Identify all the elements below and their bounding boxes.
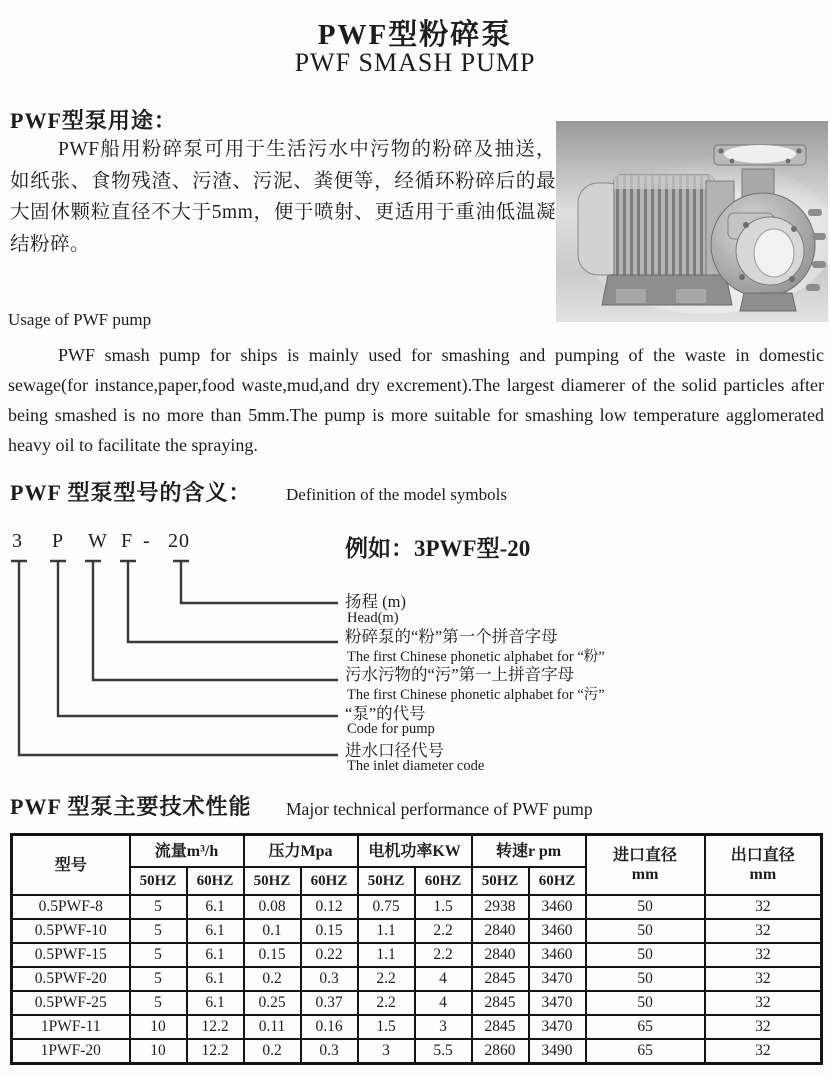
value-cell: 5 bbox=[130, 895, 187, 919]
value-cell: 5.5 bbox=[415, 1039, 472, 1064]
performance-table bbox=[10, 833, 823, 1065]
pump-photo-illustration bbox=[556, 121, 828, 322]
header-cell-hz: 50HZ bbox=[130, 867, 187, 895]
value-cell: 6.1 bbox=[187, 991, 244, 1015]
header-cell-inlet bbox=[586, 835, 705, 896]
value-cell: 1.5 bbox=[358, 1015, 415, 1039]
value-cell: 32 bbox=[705, 943, 822, 967]
value-cell: 50 bbox=[586, 919, 705, 943]
value-cell: 65 bbox=[586, 1039, 705, 1064]
value-cell: 1.1 bbox=[358, 919, 415, 943]
value-cell: 2938 bbox=[472, 895, 529, 919]
model-label-zh: “泵”的代号 bbox=[345, 704, 426, 723]
header-cell-hz: 60HZ bbox=[415, 867, 472, 895]
model-label-en: The first Chinese phonetic alphabet for “粉” bbox=[347, 649, 605, 665]
value-cell: 6.1 bbox=[187, 895, 244, 919]
header-cell-hz: 50HZ bbox=[358, 867, 415, 895]
value-cell: 0.08 bbox=[244, 895, 301, 919]
value-cell: 5 bbox=[130, 943, 187, 967]
value-cell: 32 bbox=[705, 1015, 822, 1039]
model-diagram bbox=[0, 528, 830, 780]
usage-heading-zh: PWF型泵用途： bbox=[10, 108, 177, 133]
table-row bbox=[12, 1015, 822, 1039]
model-cell: 0.5PWF-25 bbox=[12, 991, 130, 1015]
header-cell-hz: 60HZ bbox=[529, 867, 586, 895]
value-cell: 2860 bbox=[472, 1039, 529, 1064]
value-cell: 6.1 bbox=[187, 967, 244, 991]
model-symbols-heading-zh: PWF 型泵型号的含义： bbox=[10, 480, 252, 505]
model-label-zh: 粉碎泵的“粉”第一个拼音字母 bbox=[345, 627, 558, 646]
value-cell: 0.16 bbox=[301, 1015, 358, 1039]
header-cell-hz: 60HZ bbox=[301, 867, 358, 895]
value-cell: 0.15 bbox=[244, 943, 301, 967]
model-symbols-heading-en: Definition of the model symbols bbox=[286, 485, 507, 504]
header-cell-outlet bbox=[705, 835, 822, 896]
value-cell: 0.1 bbox=[244, 919, 301, 943]
model-code-char: 20 bbox=[168, 530, 190, 552]
model-label-en: Head(m) bbox=[347, 610, 399, 626]
performance-heading-zh: PWF 型泵主要技术性能 bbox=[10, 794, 252, 819]
value-cell: 0.3 bbox=[301, 1039, 358, 1064]
value-cell: 3460 bbox=[529, 895, 586, 919]
model-cell: 0.5PWF-20 bbox=[12, 967, 130, 991]
value-cell: 0.3 bbox=[301, 967, 358, 991]
model-code-char: P bbox=[52, 530, 65, 552]
header-cell-group: 转速r pm bbox=[472, 835, 586, 868]
table-row bbox=[12, 895, 822, 919]
value-cell: 2.2 bbox=[358, 991, 415, 1015]
model-example: 例如：3PWF型-20 bbox=[345, 536, 531, 561]
performance-heading-en: Major technical performance of PWF pump bbox=[286, 799, 593, 819]
value-cell: 32 bbox=[705, 895, 822, 919]
model-code-char: W bbox=[88, 530, 108, 552]
value-cell: 12.2 bbox=[187, 1015, 244, 1039]
value-cell: 3470 bbox=[529, 991, 586, 1015]
value-cell: 3470 bbox=[529, 967, 586, 991]
value-cell: 2845 bbox=[472, 1015, 529, 1039]
header-cell-hz: 50HZ bbox=[472, 867, 529, 895]
value-cell: 3 bbox=[415, 1015, 472, 1039]
value-cell: 6.1 bbox=[187, 943, 244, 967]
header-cell-model: 型号 bbox=[12, 835, 130, 896]
header-unit: mm bbox=[631, 866, 659, 883]
value-cell: 50 bbox=[586, 895, 705, 919]
value-cell: 0.22 bbox=[301, 943, 358, 967]
value-cell: 3 bbox=[358, 1039, 415, 1064]
value-cell: 4 bbox=[415, 991, 472, 1015]
value-cell: 0.25 bbox=[244, 991, 301, 1015]
table-row bbox=[12, 991, 822, 1015]
model-label-en: Code for pump bbox=[347, 721, 435, 737]
value-cell: 3490 bbox=[529, 1039, 586, 1064]
page-title-zh: PWF型粉碎泵 bbox=[317, 19, 513, 51]
model-cell: 0.5PWF-10 bbox=[12, 919, 130, 943]
value-cell: 65 bbox=[586, 1015, 705, 1039]
usage-heading-en: Usage of PWF pump bbox=[8, 310, 152, 329]
model-label-en: The first Chinese phonetic alphabet for “污” bbox=[347, 687, 605, 703]
model-code-char: 3 bbox=[12, 530, 23, 552]
value-cell: 0.2 bbox=[244, 1039, 301, 1064]
value-cell: 2840 bbox=[472, 943, 529, 967]
usage-paragraph-en: PWF smash pump for ships is mainly used for smashing and pumping of the waste in domestic sewage(for instance,paper,food waste,mud,and dry excrement).The largest diamerer of the solid particles after being smashed is no more than 5mm.The pump is more suitable for smashing low temperature agglomerated heavy oil to facilitate the spraying. bbox=[8, 345, 824, 455]
header-unit: mm bbox=[749, 866, 777, 883]
value-cell: 32 bbox=[705, 967, 822, 991]
value-cell: 5 bbox=[130, 991, 187, 1015]
value-cell: 2845 bbox=[472, 967, 529, 991]
value-cell: 10 bbox=[130, 1039, 187, 1064]
value-cell: 2.2 bbox=[415, 919, 472, 943]
value-cell: 2845 bbox=[472, 991, 529, 1015]
value-cell: 12.2 bbox=[187, 1039, 244, 1064]
model-label-zh: 进水口径代号 bbox=[345, 741, 444, 760]
value-cell: 50 bbox=[586, 943, 705, 967]
value-cell: 32 bbox=[705, 1039, 822, 1064]
header-cell-hz: 60HZ bbox=[187, 867, 244, 895]
value-cell: 50 bbox=[586, 967, 705, 991]
model-label-zh: 扬程 (m) bbox=[345, 592, 406, 611]
model-cell: 1PWF-11 bbox=[12, 1015, 130, 1039]
model-label-zh: 污水污物的“污”第一上拼音字母 bbox=[345, 665, 575, 684]
value-cell: 3460 bbox=[529, 919, 586, 943]
table-row bbox=[12, 967, 822, 991]
value-cell: 50 bbox=[586, 991, 705, 1015]
header-label: 出口直径 bbox=[730, 847, 795, 864]
table-row bbox=[12, 943, 822, 967]
value-cell: 4 bbox=[415, 967, 472, 991]
value-cell: 2.2 bbox=[415, 943, 472, 967]
value-cell: 2840 bbox=[472, 919, 529, 943]
model-label-en: The inlet diameter code bbox=[347, 758, 485, 774]
model-cell: 1PWF-20 bbox=[12, 1039, 130, 1064]
model-cell: 0.5PWF-15 bbox=[12, 943, 130, 967]
header-cell-group: 压力Mpa bbox=[244, 835, 358, 868]
model-code-char: F bbox=[121, 530, 134, 552]
value-cell: 10 bbox=[130, 1015, 187, 1039]
value-cell: 0.2 bbox=[244, 967, 301, 991]
value-cell: 0.15 bbox=[301, 919, 358, 943]
value-cell: 1.5 bbox=[415, 895, 472, 919]
model-code-char: - bbox=[143, 530, 151, 552]
value-cell: 6.1 bbox=[187, 919, 244, 943]
value-cell: 0.37 bbox=[301, 991, 358, 1015]
value-cell: 32 bbox=[705, 991, 822, 1015]
model-cell: 0.5PWF-8 bbox=[12, 895, 130, 919]
usage-paragraph-zh: PWF船用粉碎泵可用于生活污水中污物的粉碎及抽送，如纸张、食物残渣、污渣、污泥、粪便等，经循环粉碎后的最大固休颗粒直径不大于5mm，便于喷射、更适用于重油低温凝结粉碎。 bbox=[10, 139, 556, 255]
value-cell: 3460 bbox=[529, 943, 586, 967]
header-label: 进口直径 bbox=[613, 847, 678, 864]
table-row bbox=[12, 1039, 822, 1064]
value-cell: 0.75 bbox=[358, 895, 415, 919]
value-cell: 2.2 bbox=[358, 967, 415, 991]
page-title-en: PWF SMASH PUMP bbox=[294, 48, 536, 77]
value-cell: 3470 bbox=[529, 1015, 586, 1039]
value-cell: 5 bbox=[130, 919, 187, 943]
pump-photo bbox=[556, 121, 828, 322]
value-cell: 0.12 bbox=[301, 895, 358, 919]
value-cell: 32 bbox=[705, 919, 822, 943]
value-cell: 1.1 bbox=[358, 943, 415, 967]
header-cell-group: 电机功率KW bbox=[358, 835, 472, 868]
header-cell-group: 流量m³/h bbox=[130, 835, 244, 868]
header-cell-hz: 50HZ bbox=[244, 867, 301, 895]
value-cell: 0.11 bbox=[244, 1015, 301, 1039]
table-row bbox=[12, 919, 822, 943]
value-cell: 5 bbox=[130, 967, 187, 991]
